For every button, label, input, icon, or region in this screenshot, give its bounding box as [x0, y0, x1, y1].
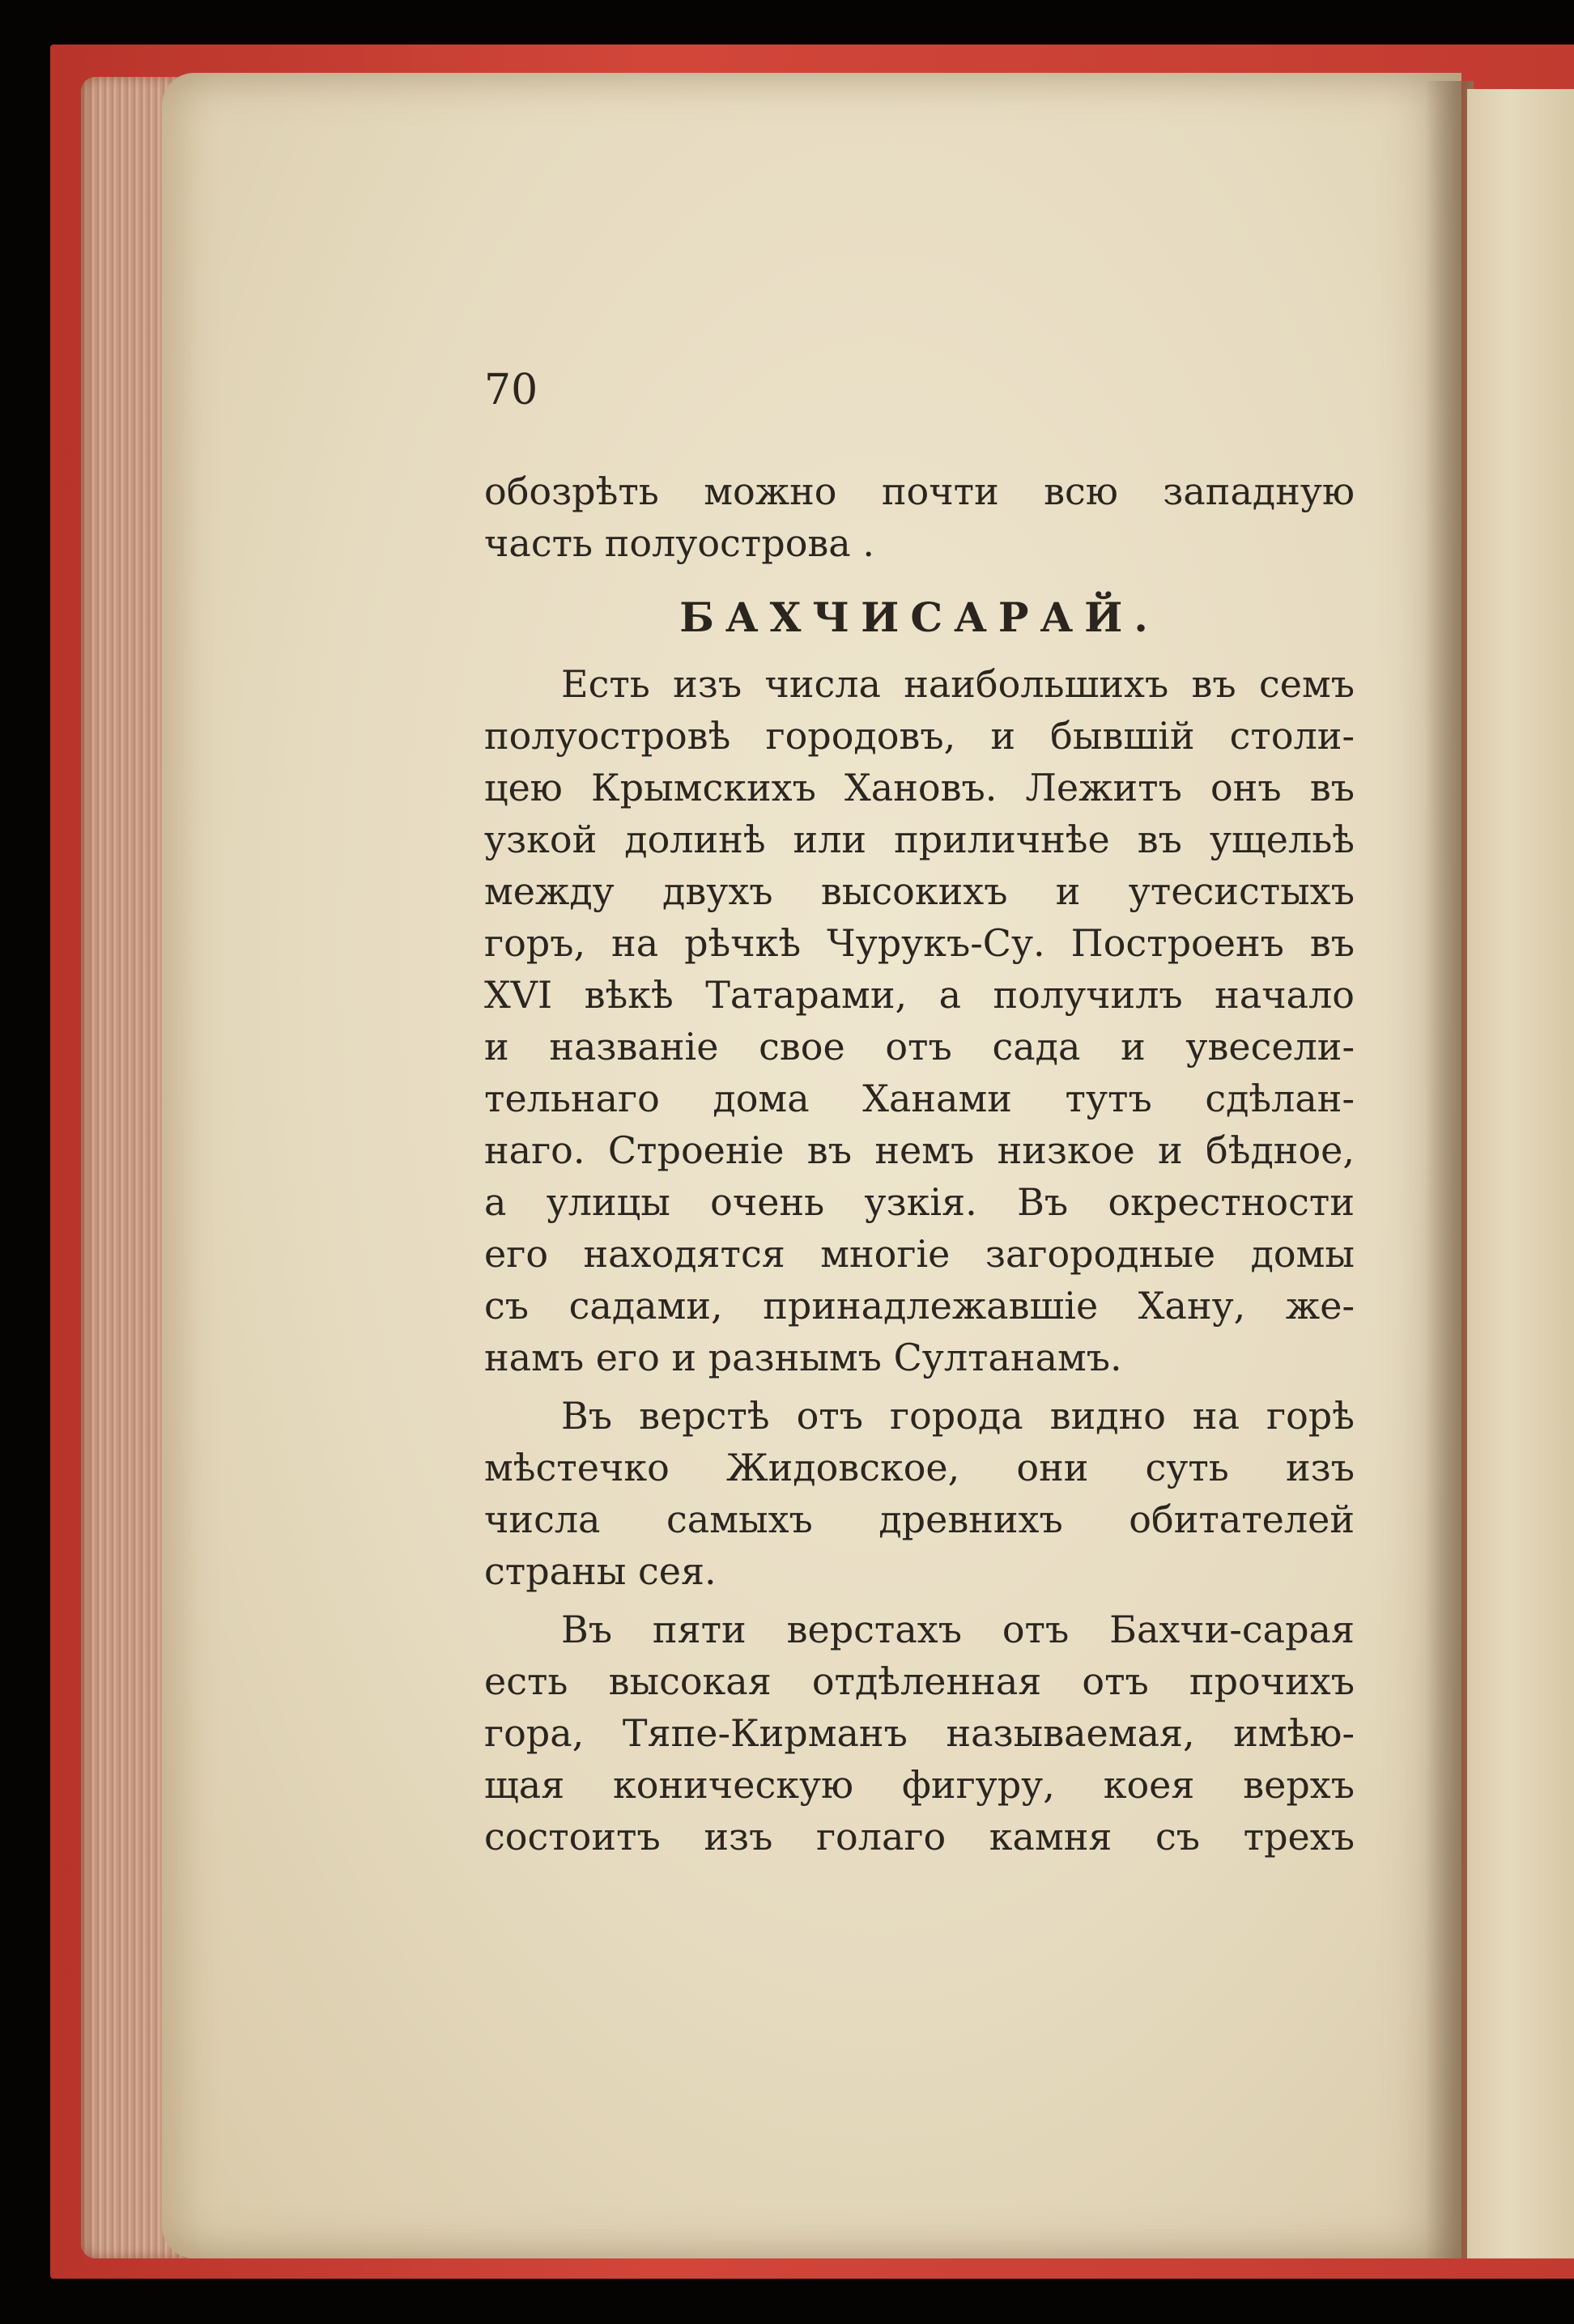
text-line: Въ пяти верстахъ отъ Бахчи-сарая [561, 1608, 1355, 1651]
text-line: щая коническую фигуру, коея верхъ [484, 1763, 1355, 1807]
text-line: горъ, на рѣчкѣ Чурукъ-Су. Построенъ въ [484, 921, 1355, 965]
page-text [484, 465, 1355, 1863]
text-line: полуостровѣ городовъ, и бывшій столи- [484, 714, 1355, 758]
paragraph-1 [484, 658, 1355, 1383]
paragraph-2 [484, 1390, 1355, 1597]
text-line: гора, Тяпе-Кирманъ называемая, имѣю- [484, 1711, 1355, 1755]
text-line: XVI вѣкѣ Татарами, а получилъ начало [484, 973, 1355, 1017]
text-line: мѣстечко Жидовское, они суть изъ [484, 1446, 1355, 1489]
text-line: съ садами, принадлежавшіе Хану, же- [484, 1284, 1355, 1328]
text-line: наго. Строеніе въ немъ низкое и бѣдное, [484, 1128, 1355, 1172]
text-line: есть высокая отдѣленная отъ прочихъ [484, 1659, 1355, 1703]
text-line: а улицы очень узкія. Въ окрестности [484, 1180, 1355, 1224]
book-gutter [1425, 81, 1474, 2258]
text-line: цею Крымскихъ Хановъ. Лежитъ онъ въ [484, 766, 1355, 809]
text-line: намъ его и разнымъ Султанамъ. [484, 1336, 1122, 1379]
text-line: узкой долинѣ или приличнѣе въ ущельѣ [484, 818, 1355, 861]
text-line: его находятся многіе загородные домы [484, 1232, 1355, 1276]
text-line: обозрѣть можно почти всю западную [484, 469, 1355, 513]
page-number: 70 [484, 366, 538, 414]
text-line: и названіе свое отъ сада и увесели- [484, 1025, 1355, 1069]
text-line: Есть изъ числа наибольшихъ въ семъ [561, 662, 1355, 706]
text-line: страны сея. [484, 1549, 717, 1593]
text-line: часть полуострова . [484, 521, 874, 565]
section-heading: БАХЧИСАРАЙ. [679, 593, 1159, 641]
text-line: числа самыхъ древнихъ обитателей [484, 1498, 1355, 1541]
text-line: между двухъ высокихъ и утесистыхъ [484, 869, 1355, 913]
right-page-edge [1467, 89, 1574, 2258]
text-line: состоитъ изъ голаго камня съ трехъ [484, 1815, 1355, 1859]
paragraph-3 [484, 1604, 1355, 1863]
text-line: Въ верстѣ отъ города видно на горѣ [561, 1394, 1355, 1438]
text-line: тельнаго дома Ханами тутъ сдѣлан- [484, 1077, 1355, 1120]
